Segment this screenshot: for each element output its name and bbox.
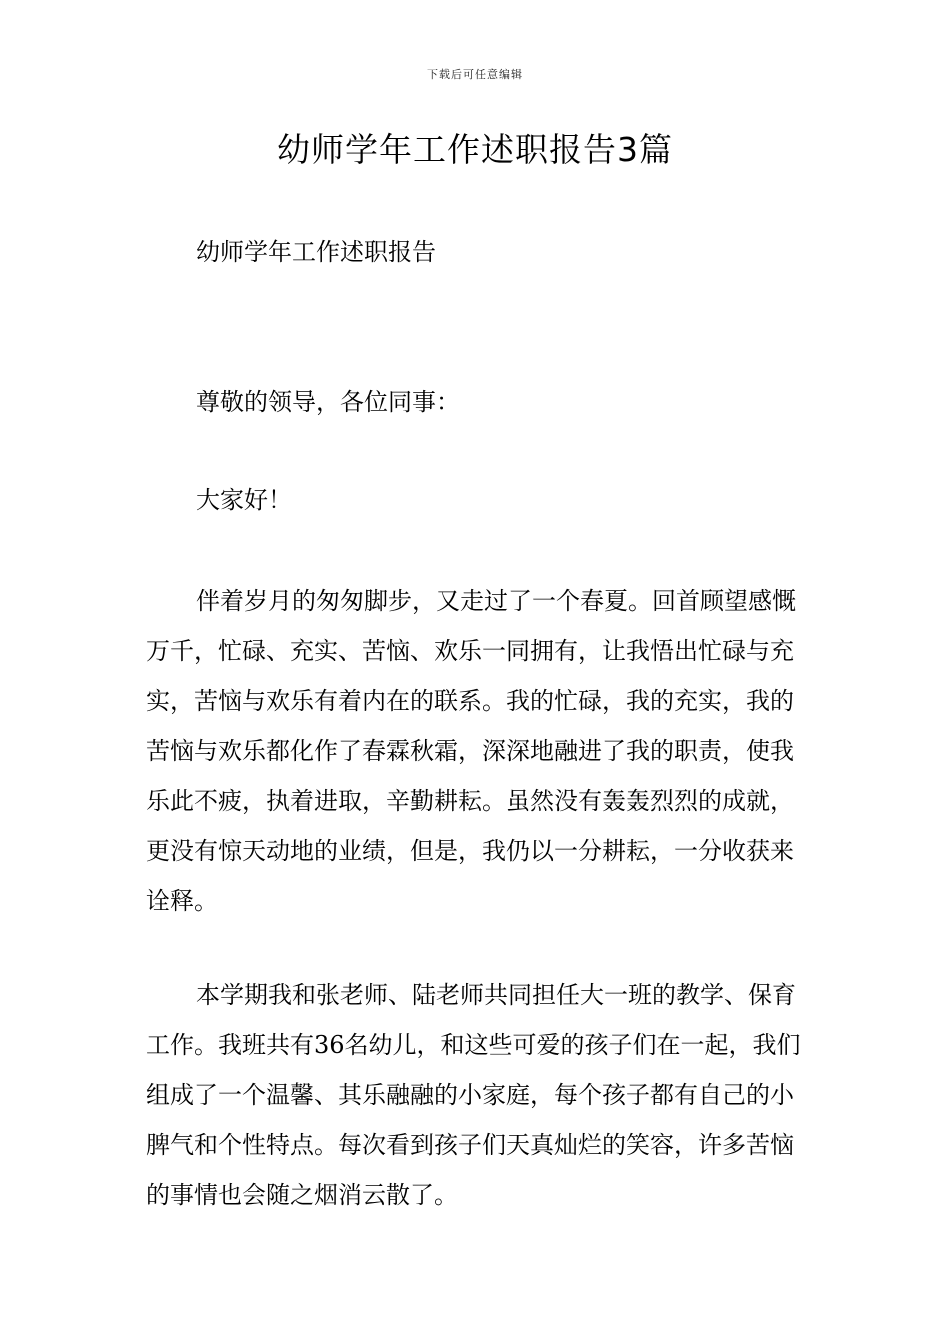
hello-line: 大家好！ — [196, 486, 292, 514]
document-subtitle: 幼师学年工作述职报告 — [196, 238, 436, 266]
header-note: 下载后可任意编辑 — [427, 68, 523, 81]
body-paragraph-1: 伴着岁月的匆匆脚步，又走过了一个春夏。回首顾望感慨万千，忙碌、充实、苦恼、欢乐一同拥有，让我悟出忙碌与充实，苦恼与欢乐有着内在的联系。我的忙碌，我的充实，我的苦恼与欢乐都化作了春霖秋霜，深深地融进了我的职责，使我乐此不疲，执着进取，辛勤耕耘。虽然没有轰轰烈烈的成就，更没有惊天动地的业绩，但是，我仍以一分耕耘，一分收获来诠释。 — [146, 587, 796, 915]
greeting-line: 尊敬的领导，各位同事： — [196, 388, 460, 416]
document-title: 幼师学年工作述职报告3篇 — [277, 130, 673, 169]
body-paragraph-2: 本学期我和张老师、陆老师共同担任大一班的教学、保育工作。我班共有36名幼儿，和这些可爱的孩子们在一起，我们组成了一个温馨、其乐融融的小家庭，每个孩子都有自己的小脾气和个性特点。每次看到孩子们天真灿烂的笑容，许多苦恼的事情也会随之烟消云散了。 — [146, 981, 801, 1209]
